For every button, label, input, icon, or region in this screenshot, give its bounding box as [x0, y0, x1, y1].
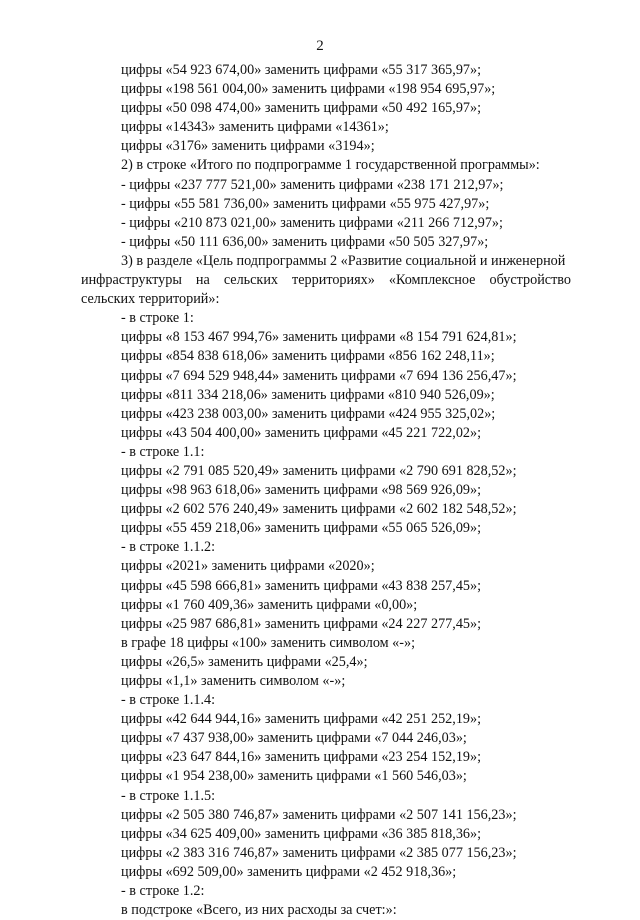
text-line: цифры «2 505 380 746,87» заменить цифрами «2 507 141 156,23»; [121, 806, 517, 823]
text-line: - в строке 1.1.4: [121, 692, 216, 709]
text-line: - цифры «210 873 021,00» заменить цифрами «211 266 712,97»; [121, 214, 503, 231]
text-line: цифры «55 459 218,06» заменить цифрами «55 065 526,09»; [121, 520, 482, 537]
text-line: - в строке 1.1: [121, 443, 205, 460]
text-line: цифры «854 838 618,06» заменить цифрами «856 162 248,11»; [121, 348, 495, 365]
text-line: 3) в разделе «Цель подпрограммы 2 «Развитие социальной и инженерной [121, 252, 566, 269]
text-line: цифры «8 153 467 994,76» заменить цифрами «8 154 791 624,81»; [121, 329, 517, 346]
text-line: цифры «2 383 316 746,87» заменить цифрами «2 385 077 156,23»; [121, 844, 517, 861]
text-line: цифры «50 098 474,00» заменить цифрами «50 492 165,97»; [121, 100, 482, 117]
text-line: - в строке 1: [121, 310, 194, 327]
text-line: инфраструктуры на сельских территориях» «Комплексное обустройство [81, 272, 571, 289]
text-line: цифры «43 504 400,00» заменить цифрами «45 221 722,02»; [121, 424, 482, 441]
text-line: цифры «1 954 238,00» заменить цифрами «1 560 546,03»; [121, 768, 467, 785]
text-line: цифры «45 598 666,81» заменить цифрами «43 838 257,45»; [121, 577, 482, 594]
text-line: цифры «811 334 218,06» заменить цифрами «810 940 526,09»; [121, 386, 495, 403]
text-line: цифры «7 437 938,00» заменить цифрами «7 044 246,03»; [121, 730, 467, 747]
text-line: цифры «3176» заменить цифрами «3194»; [121, 138, 375, 155]
text-line: цифры «42 644 944,16» заменить цифрами «42 251 252,19»; [121, 711, 482, 728]
text-line: цифры «1,1» заменить символом «-»; [121, 673, 346, 689]
text-line: цифры «1 760 409,36» заменить цифрами «0,00»; [121, 596, 418, 613]
document-body [81, 61, 571, 920]
text-line: цифры «23 647 844,16» заменить цифрами «23 254 152,19»; [121, 749, 482, 766]
text-line: в графе 18 цифры «100» заменить символом «-»; [121, 634, 416, 651]
text-line: цифры «25 987 686,81» заменить цифрами «24 227 277,45»; [121, 615, 482, 632]
text-line: цифры «2 791 085 520,49» заменить цифрами «2 790 691 828,52»; [121, 462, 517, 479]
text-line: 2) в строке «Итого по подпрограмме 1 государственной программы»: [121, 157, 540, 174]
text-line: цифры «98 963 618,06» заменить цифрами «98 569 926,09»; [121, 482, 482, 499]
text-line: цифры «26,5» заменить цифрами «25,4»; [121, 653, 368, 670]
text-line: цифры «14343» заменить цифрами «14361»; [121, 119, 389, 136]
text-line: цифры «423 238 003,00» заменить цифрами «424 955 325,02»; [121, 405, 496, 422]
page-number: 2 [316, 38, 324, 54]
text-line: - в строке 1.1.5: [121, 787, 216, 804]
text-line: сельских территорий»: [81, 291, 220, 308]
text-line: - в строке 1.1.2: [121, 539, 216, 556]
text-line: цифры «2 602 576 240,49» заменить цифрами «2 602 182 548,52»; [121, 501, 517, 518]
text-line: - цифры «55 581 736,00» заменить цифрами «55 975 427,97»; [121, 195, 490, 212]
text-line: - цифры «50 111 636,00» заменить цифрами «50 505 327,97»; [121, 233, 489, 250]
text-line: цифры «692 509,00» заменить цифрами «2 452 918,36»; [121, 863, 457, 880]
text-line: цифры «34 625 409,00» заменить цифрами «36 385 818,36»; [121, 825, 482, 842]
text-line: - в строке 1.2: [121, 883, 205, 900]
text-line: в подстроке «Всего, из них расходы за счет:»: [121, 902, 397, 919]
text-line: цифры «54 923 674,00» заменить цифрами «55 317 365,97»; [121, 62, 482, 78]
text-line: цифры «2021» заменить цифрами «2020»; [121, 558, 375, 575]
text-line: цифры «7 694 529 948,44» заменить цифрами «7 694 136 256,47»; [121, 367, 517, 384]
text-line: цифры «198 561 004,00» заменить цифрами «198 954 695,97»; [121, 81, 496, 98]
text-line: - цифры «237 777 521,00» заменить цифрами «238 171 212,97»; [121, 176, 504, 193]
